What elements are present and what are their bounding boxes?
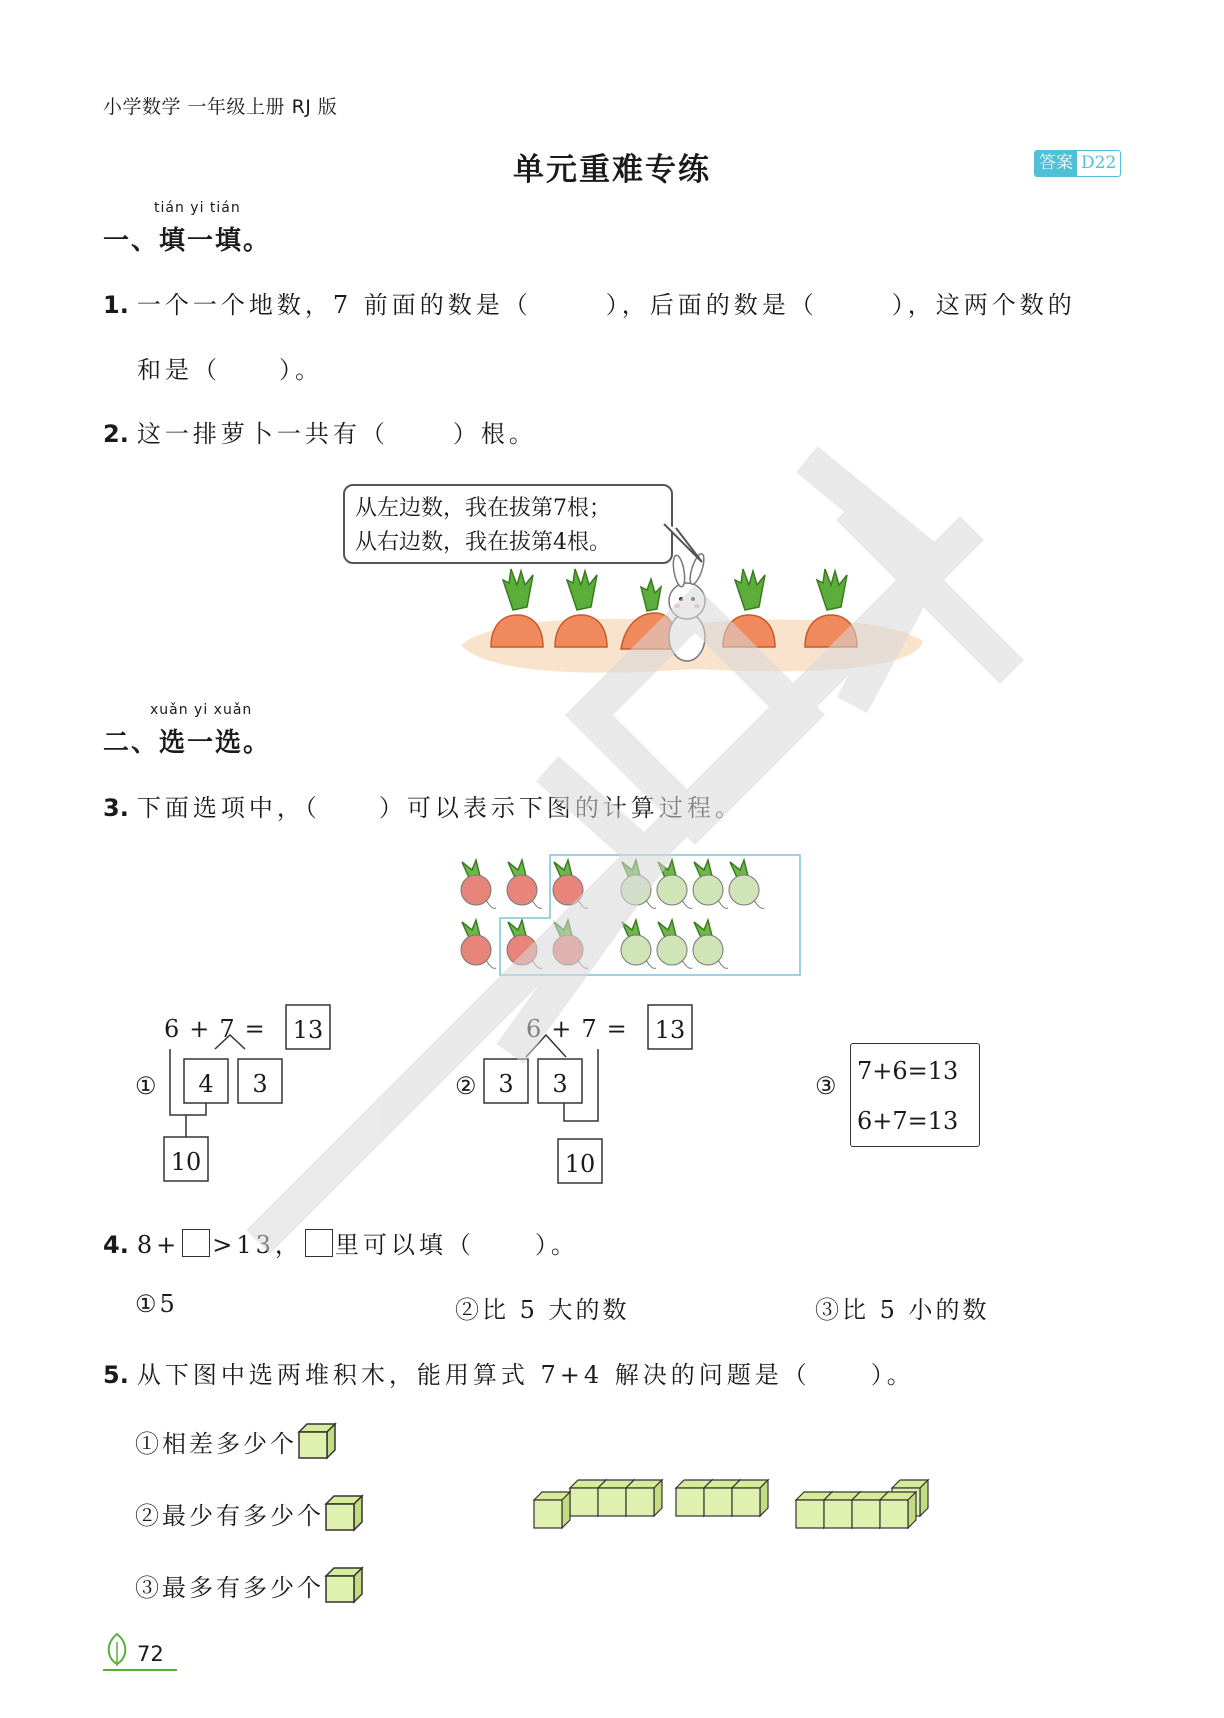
option-1-part1: 4 — [198, 1070, 214, 1098]
q4-text-a: 8+ — [136, 1231, 181, 1259]
page-number: 72 — [137, 1642, 164, 1666]
eq-addend-b: 7 — [219, 1015, 235, 1043]
eq-addend-a: 6 — [526, 1015, 542, 1043]
question-number: 1. — [103, 291, 129, 319]
question-number: 4. — [103, 1231, 129, 1259]
eq-plus: + — [189, 1015, 210, 1043]
q5-option-1-text: ①相差多少个 — [135, 1430, 297, 1458]
question-number: 2. — [103, 420, 129, 448]
option-3-marker[interactable]: ③ — [815, 1072, 837, 1100]
q5-option-3-text: ③最多有多少个 — [135, 1574, 324, 1602]
section1-pinyin: tián yi tián — [154, 200, 241, 216]
option-2-result: 13 — [654, 1016, 686, 1044]
q1-part1: 一个一个地数，7 前面的数是（ — [136, 291, 532, 319]
q5-text-b: ）。 — [870, 1361, 915, 1389]
q2-text-b: ）根。 — [452, 420, 537, 448]
q2-text-a: 这一排萝卜一共有（ — [136, 420, 389, 448]
speech-line-1: 从左边数，我在拔第7根； — [355, 496, 611, 521]
option-3-line2: 6+7=13 — [857, 1107, 959, 1135]
q3-text-b: ）可以表示下图的计算过程。 — [378, 794, 743, 822]
option-1-ten: 10 — [170, 1148, 202, 1176]
option-2-ten: 10 — [564, 1150, 596, 1178]
q1-line2a: 和是（ — [137, 356, 221, 384]
eq-equals: = — [606, 1015, 627, 1043]
option-2-part2: 3 — [552, 1070, 568, 1098]
section1-heading: 一、填一填。 — [103, 226, 272, 256]
q4-text-d: ）。 — [534, 1231, 579, 1259]
option-2-part1: 3 — [498, 1070, 514, 1098]
q4-option-3[interactable]: ③比 5 小的数 — [815, 1296, 990, 1324]
book-header: 小学数学 一年级上册 RJ 版 — [103, 96, 338, 118]
option-2-marker[interactable]: ② — [455, 1072, 477, 1100]
q5-text-a: 从下图中选两堆积木，能用算式 7+4 解决的问题是（ — [136, 1361, 811, 1389]
option-1-result: 13 — [292, 1016, 324, 1044]
question-number: 5. — [103, 1361, 129, 1389]
q5-option-2-text: ②最少有多少个 — [135, 1502, 324, 1530]
eq-equals: = — [244, 1015, 265, 1043]
q1-part2: ），后面的数是（ — [605, 291, 818, 319]
q3-text-a: 下面选项中，（ — [136, 794, 321, 822]
option-1-part2: 3 — [252, 1070, 268, 1098]
option-3-line1: 7+6=13 — [857, 1057, 959, 1085]
question-number: 3. — [103, 794, 129, 822]
q4-text-b: >13， — [212, 1231, 303, 1259]
answer-badge-code: D22 — [1081, 153, 1117, 173]
section2-pinyin: xuǎn yi xuǎn — [150, 702, 253, 718]
q4-option-2[interactable]: ②比 5 大的数 — [455, 1296, 630, 1324]
speech-line-2: 从右边数，我在拔第4根。 — [355, 530, 611, 555]
section2-heading: 二、选一选。 — [103, 728, 272, 758]
eq-addend-b: 7 — [581, 1015, 597, 1043]
page-title: 单元重难专练 — [513, 152, 711, 188]
q4-text-c: 里可以填（ — [334, 1231, 475, 1259]
answer-badge-label: 答案 — [1035, 151, 1077, 176]
eq-plus: + — [551, 1015, 572, 1043]
q1-part3: ），这两个数的 — [891, 291, 1076, 319]
eq-addend-a: 6 — [164, 1015, 180, 1043]
q4-option-1[interactable]: ①5 — [135, 1290, 178, 1318]
option-1-marker[interactable]: ① — [135, 1072, 157, 1100]
q1-line2b: ）。 — [279, 356, 323, 384]
